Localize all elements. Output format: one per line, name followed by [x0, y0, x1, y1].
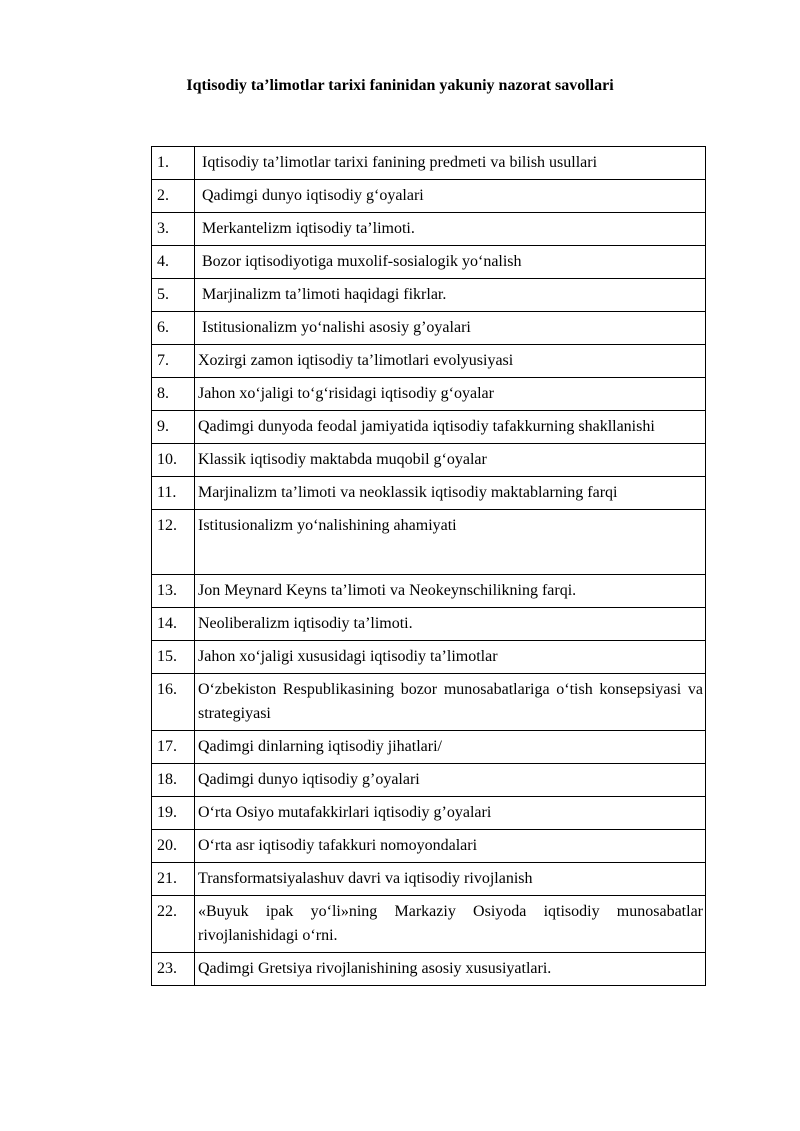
table-row [152, 345, 706, 378]
table-row [152, 411, 706, 444]
question-number: 4. [152, 246, 195, 279]
question-text: Jon Meynard Keyns ta’limoti va Neokeynschilikning farqi. [195, 575, 706, 608]
table-row [152, 444, 706, 477]
question-number: 2. [152, 180, 195, 213]
table-row [152, 279, 706, 312]
question-number: 21. [152, 863, 195, 896]
question-number: 11. [152, 477, 195, 510]
question-text: Xozirgi zamon iqtisodiy ta’limotlari evolyusiyasi [195, 345, 706, 378]
table-row [152, 510, 706, 575]
table-row [152, 674, 706, 731]
question-number: 3. [152, 213, 195, 246]
question-number: 5. [152, 279, 195, 312]
table-row [152, 180, 706, 213]
question-text: O‘zbekiston Respublikasining bozor munosabatlariga o‘tish konsepsiyasi va strategiyasi [195, 674, 706, 731]
question-text: Qadimgi dunyo iqtisodiy g‘oyalari [195, 180, 706, 213]
question-text: Qadimgi dunyoda feodal jamiyatida iqtisodiy tafakkurning shakllanishi [195, 411, 706, 444]
table-row [152, 213, 706, 246]
question-number: 20. [152, 830, 195, 863]
question-number: 15. [152, 641, 195, 674]
question-number: 7. [152, 345, 195, 378]
question-text: Jahon xo‘jaligi xususidagi iqtisodiy ta’limotlar [195, 641, 706, 674]
question-text: Marjinalizm ta’limoti va neoklassik iqtisodiy maktablarning farqi [195, 477, 706, 510]
page-title: Iqtisodiy ta’limotlar tarixi faninidan yakuniy nazorat savollari [186, 77, 614, 94]
table-row [152, 147, 706, 180]
question-text: Qadimgi Gretsiya rivojlanishining asosiy xususiyatlari. [195, 953, 706, 986]
table-row [152, 246, 706, 279]
question-text: Transformatsiyalashuv davri va iqtisodiy rivojlanish [195, 863, 706, 896]
question-text: «Buyuk ipak yo‘li»ning Markaziy Osiyoda iqtisodiy munosabatlar rivojlanishidagi o‘rni. [195, 896, 706, 953]
question-text: Qadimgi dunyo iqtisodiy g’oyalari [195, 764, 706, 797]
question-number: 19. [152, 797, 195, 830]
question-number: 23. [152, 953, 195, 986]
table-row [152, 731, 706, 764]
table-row [152, 312, 706, 345]
question-text: Jahon xo‘jaligi to‘g‘risidagi iqtisodiy g‘oyalar [195, 378, 706, 411]
question-number: 8. [152, 378, 195, 411]
question-number: 1. [152, 147, 195, 180]
table-row [152, 764, 706, 797]
question-text: Klassik iqtisodiy maktabda muqobil g‘oyalar [195, 444, 706, 477]
table-row [152, 477, 706, 510]
questions-table [151, 146, 706, 986]
question-number: 16. [152, 674, 195, 731]
question-number: 14. [152, 608, 195, 641]
question-text: O‘rta asr iqtisodiy tafakkuri nomoyondalari [195, 830, 706, 863]
question-number: 6. [152, 312, 195, 345]
question-text: Istitusionalizm yo‘nalishi asosiy g’oyalari [195, 312, 706, 345]
question-text: O‘rta Osiyo mutafakkirlari iqtisodiy g’oyalari [195, 797, 706, 830]
question-number: 18. [152, 764, 195, 797]
question-text: Marjinalizm ta’limoti haqidagi fikrlar. [195, 279, 706, 312]
question-number: 10. [152, 444, 195, 477]
table-row [152, 830, 706, 863]
question-text: Merkantelizm iqtisodiy ta’limoti. [195, 213, 706, 246]
question-text: Istitusionalizm yo‘nalishining ahamiyati [195, 510, 706, 575]
table-row [152, 953, 706, 986]
question-text: Iqtisodiy ta’limotlar tarixi fanining predmeti va bilish usullari [195, 147, 706, 180]
table-row [152, 378, 706, 411]
table-row [152, 641, 706, 674]
table-row [152, 896, 706, 953]
table-row [152, 863, 706, 896]
question-number: 17. [152, 731, 195, 764]
question-number: 13. [152, 575, 195, 608]
table-row [152, 608, 706, 641]
question-text: Qadimgi dinlarning iqtisodiy jihatlari/ [195, 731, 706, 764]
question-text: Bozor iqtisodiyotiga muxolif-sosialogik yo‘nalish [195, 246, 706, 279]
question-number: 12. [152, 510, 195, 575]
table-row [152, 575, 706, 608]
table-row [152, 797, 706, 830]
question-text: Neoliberalizm iqtisodiy ta’limoti. [195, 608, 706, 641]
question-number: 22. [152, 896, 195, 953]
question-number: 9. [152, 411, 195, 444]
